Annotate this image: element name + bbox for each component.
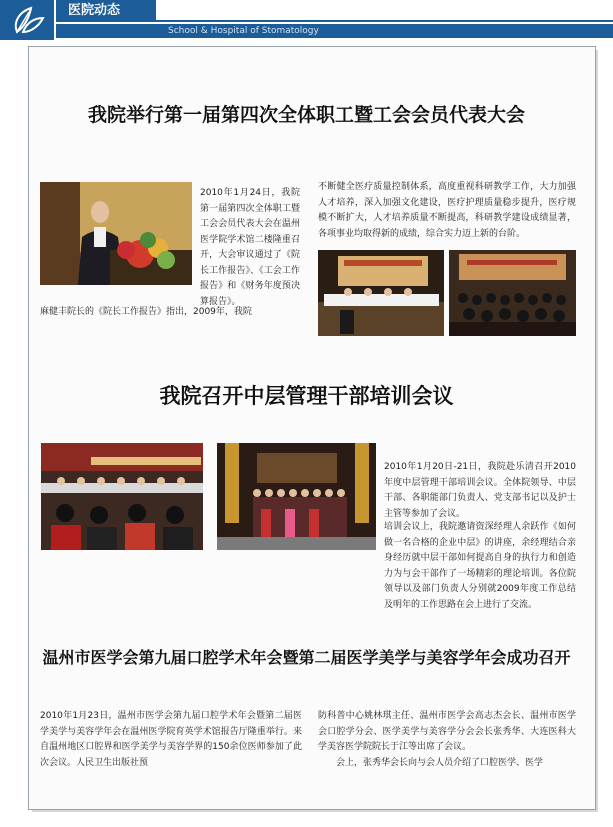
article3-title: 温州市医学会第九届口腔学术年会暨第二届医学美学与美容学年会成功召开 [42,648,571,667]
article1-text-a: 2010年1月24日，我院第一届第四次全体职工暨工会会员代表大会在温州医学院学术馆二楼隆重召开，大会审议通过了《院长工作报告》、《工会工作报告》和《财务年度预决算报告》。 [200,188,300,307]
article2-paragraph-a: 2010年1月20日-21日，我院赴乐清召开2010年度中层管理干部培训会议。全体院领导、中层干部、各职能部门负责人、党支部书记以及护士主管等参加了会议。 [384,462,576,519]
header-rule [156,20,613,22]
article2-paragraph-b-wrap [40,520,576,613]
hospital-logo [0,0,54,40]
article3-paragraph-a: 2010年1月23日，温州市医学会第九届口腔学术年会暨第二届医学美学与美容学年会在温州医学院育英学术馆报告厅隆重举行。来自温州地区口腔界和医学美学与美容学界的150余位医师参加了此次会议。人民卫生出版社预 [40,711,302,768]
article1-paragraph-a-top [200,186,300,310]
header-subtitle: School & Hospital of Stomatology [56,24,613,38]
article3-paragraph-c: 会上，张秀华会长向与会人员介绍了口腔医学、医学 [336,758,544,768]
article1-paragraph-c: 不断健全医疗质量控制体系，高度重视科研教学工作，大力加强人才培养，深入加强文化建设，医疗护理质量稳步提升，医疗规模不断扩大，人才培养质量不断提高，科研教学建设成绩显著，各项事业均取得新的成绩，综合实力迈上新的台阶。 [318,182,576,239]
article1-photo-audience [449,250,576,336]
article2-paragraph-b: 培训会议上，我院邀请资深经理人余跃作《如何做一名合格的企业中层》的讲座，余经理结合亲身经历就中层干部如何提高自身的执行力和创造力为与会干部作了一场精彩的理论培训。各位院领导以及部门负责人分别就2009年度工作总结及明年的工作思路在会上进行了交流。 [384,522,576,610]
section-title: 医院动态 [56,0,156,22]
article3-paragraph-b: 防科普中心姚林琪主任、温州市医学会高志杰会长、温州市医学会口腔学分会、医学美学与美容学分会会长张秀华、大连医科大学美容医学院院长于江等出席了会议。 [318,711,576,752]
article2-title: 我院召开中层管理干部培训会议 [159,383,454,408]
article1-title: 我院举行第一届第四次全体职工暨工会会员代表大会 [87,104,525,126]
article-page [28,46,596,810]
article1-photo-speaker [40,182,192,285]
article1-photo-hall [318,250,444,336]
leaf-logo-icon [7,4,47,36]
article1-paragraph-b: 麻健丰院长的《院长工作报告》指出，2009年，我院 [40,307,252,317]
